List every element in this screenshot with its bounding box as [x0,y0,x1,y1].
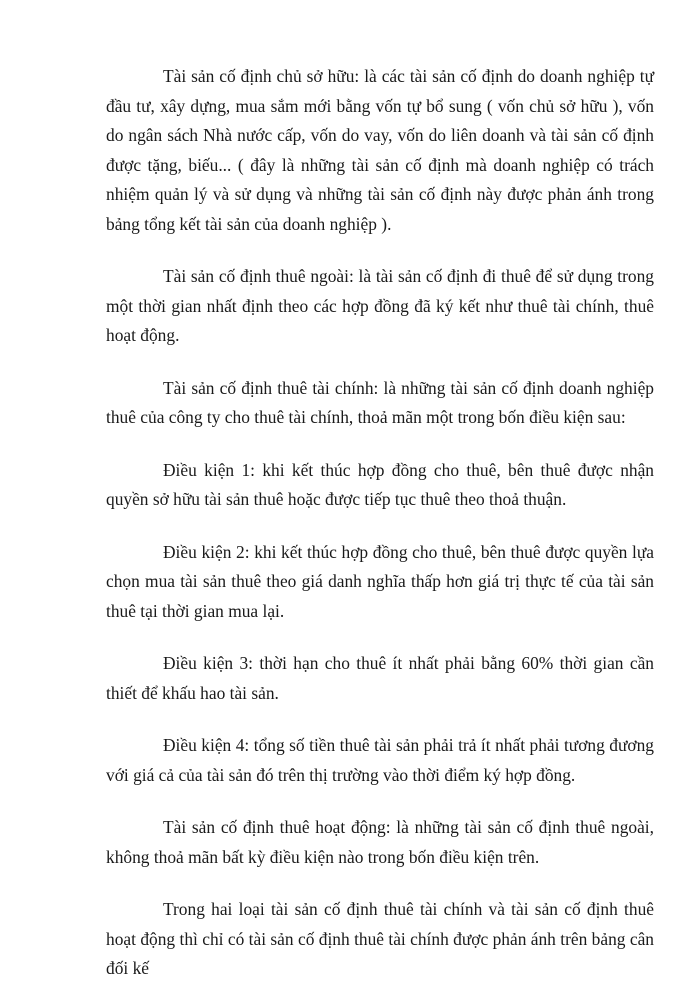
paragraph-condition-2: Điều kiện 2: khi kết thúc hợp đồng cho thuê, bên thuê được quyền lựa chọn mua tài sản thuê theo giá danh nghĩa thấp hơn giá trị thực tế của tài sản thuê tại thời gian mua lại. [106,541,654,621]
paragraph-operating-lease: Tài sản cố định thuê hoạt động: là những tài sản cố định thuê ngoài, không thoả mãn bất kỳ điều kiện nào trong bốn điều kiện trên. [106,817,654,867]
document-body [106,62,654,1007]
paragraph-condition-1: Điều kiện 1: khi kết thúc hợp đồng cho thuê, bên thuê được nhận quyền sở hữu tài sản thuê hoặc được tiếp tục thuê theo thoả thuận. [106,459,654,509]
paragraph-owned-fixed-assets: Tài sản cố định chủ sở hữu: là các tài sản cố định do doanh nghiệp tự đầu tư, xây dựng, mua sắm mới bằng vốn tự bổ sung ( vốn chủ sở hữu ), vốn do ngân sách Nhà nước cấp, vốn do vay, vốn do liên doanh và tài sản cố định được tặng, biếu... ( đây là những tài sản cố định mà doanh nghiệp có trách nhiệm quản lý và sử dụng và những tài sản cố định này được phản ánh trong bảng tổng kết tài sản của doanh nghiệp ). [106,66,654,234]
paragraph-condition-4: Điều kiện 4: tổng số tiền thuê tài sản phải trả ít nhất phải tương đương với giá cả của tài sản đó trên thị trường vào thời điểm ký hợp đồng. [106,735,654,785]
paragraph-leased-fixed-assets: Tài sản cố định thuê ngoài: là tài sản cố định đi thuê để sử dụng trong một thời gian nhất định theo các hợp đồng đã ký kết như thuê tài chính, thuê hoạt động. [106,266,654,345]
paragraph-balance-sheet: Trong hai loại tài sản cố định thuê tài chính và tài sản cố định thuê hoạt động thì chỉ có tài sản cố định thuê tài chính được phản ánh trên bảng cân đối kế [106,899,654,978]
paragraph-finance-lease: Tài sản cố định thuê tài chính: là những tài sản cố định doanh nghiệp thuê của công ty cho thuê tài chính, thoả mãn một trong bốn điều kiện sau: [106,377,654,427]
paragraph-condition-3: Điều kiện 3: thời hạn cho thuê ít nhất phải bằng 60% thời gian cần thiết để khấu hao tài sản. [106,653,654,703]
